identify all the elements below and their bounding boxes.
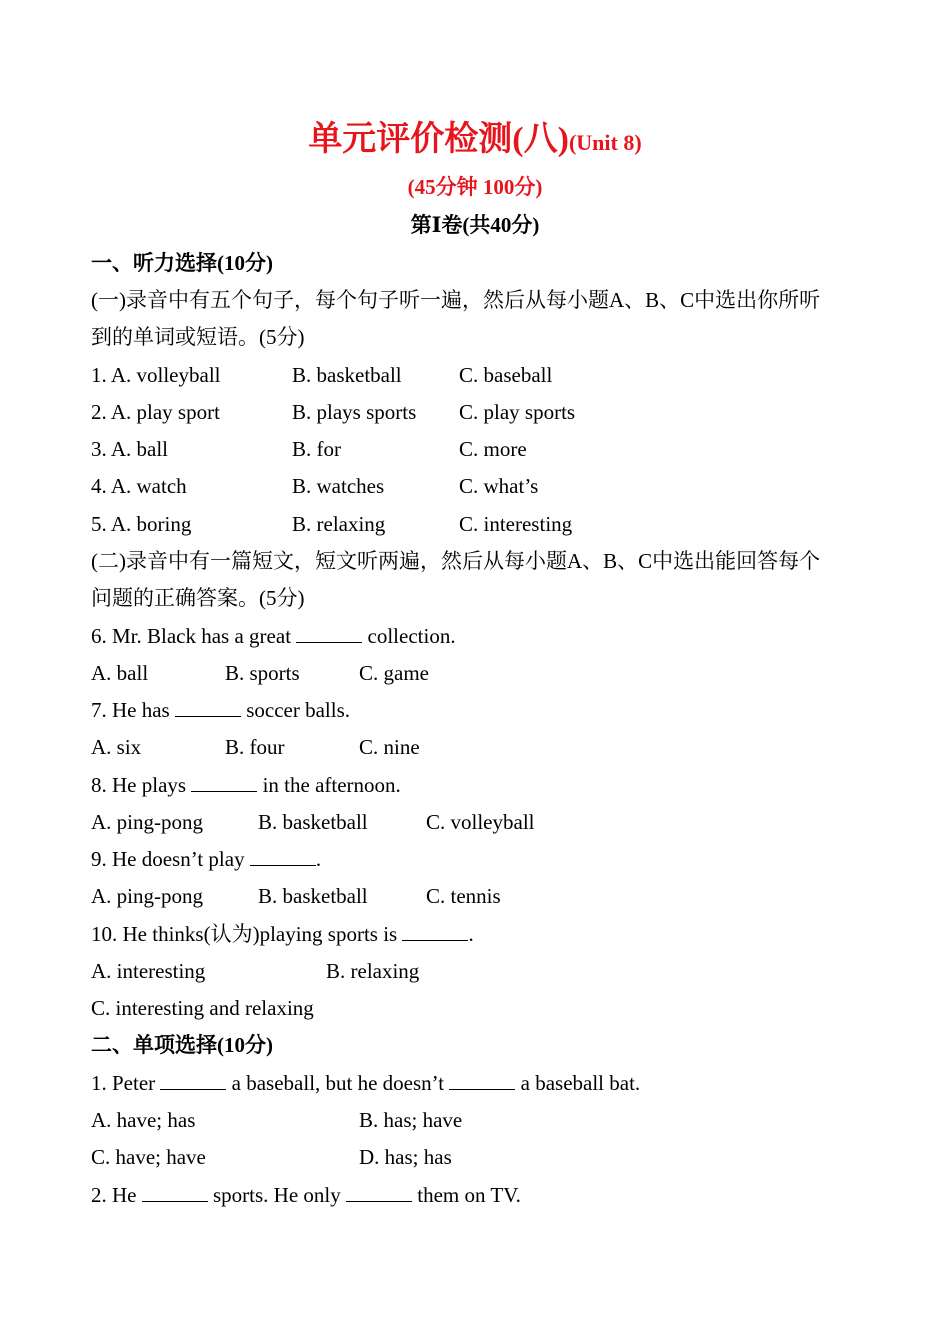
option-a: 3. A. ball xyxy=(91,437,168,461)
option-a: A. have; has xyxy=(91,1108,196,1132)
question-text: . xyxy=(468,922,474,946)
option-b: B. has; have xyxy=(359,1108,463,1132)
question-text: in the afternoon. xyxy=(257,773,401,797)
option-b: B. watches xyxy=(292,474,385,498)
option-a: 2. A. play sport xyxy=(91,400,220,424)
option-b: B. basketball xyxy=(258,810,368,834)
option-a: A. ping-pong xyxy=(91,884,203,908)
answer-blank xyxy=(402,922,468,941)
time-score: (45分钟 100分) xyxy=(407,175,543,199)
question-text: soccer balls. xyxy=(240,698,351,722)
option-b: B. relaxing xyxy=(326,959,420,983)
part2-instruction-1: (二)录音中有一篇短文，短文听两遍，然后从每小题A、B、C中选出能回答每个 xyxy=(91,549,821,573)
option-a: A. six xyxy=(91,735,142,759)
question-7 xyxy=(91,695,350,725)
answer-blank xyxy=(250,847,316,866)
answer-blank xyxy=(449,1071,515,1090)
question-text: sports. He only xyxy=(207,1183,346,1207)
answer-blank xyxy=(346,1183,412,1202)
question-text: a baseball bat. xyxy=(515,1071,641,1095)
question-9 xyxy=(91,844,321,874)
option-a: 1. A. volleyball xyxy=(91,363,221,387)
option-c: C. game xyxy=(359,661,429,685)
section1-heading: 一、听力选择(10分) xyxy=(91,251,273,275)
question-text: them on TV. xyxy=(412,1183,521,1207)
option-c: C. interesting xyxy=(459,512,573,536)
question-text: 6. Mr. Black has a great xyxy=(91,624,297,648)
part1-instruction-2: 到的单词或短语。(5分) xyxy=(91,325,305,349)
question-6 xyxy=(91,621,456,651)
question-text: 1. Peter xyxy=(91,1071,161,1095)
question-text: 9. He doesn’t play xyxy=(91,847,250,871)
mc-question-1 xyxy=(91,1068,640,1098)
question-text: 2. He xyxy=(91,1183,142,1207)
option-c: C. nine xyxy=(359,735,420,759)
option-d: D. has; has xyxy=(359,1145,452,1169)
question-text: 8. He plays xyxy=(91,773,192,797)
answer-blank xyxy=(142,1183,208,1202)
option-b: B. relaxing xyxy=(292,512,386,536)
part1-instruction-1: (一)录音中有五个句子，每个句子听一遍，然后从每小题A、B、C中选出你所听 xyxy=(91,288,821,312)
title-unit: (Unit 8) xyxy=(568,130,642,155)
question-text: 7. He has xyxy=(91,698,175,722)
answer-blank xyxy=(296,624,362,643)
question-text: a baseball, but he doesn’t xyxy=(226,1071,450,1095)
volume-heading: 第Ⅰ卷(共40分) xyxy=(410,213,540,237)
worksheet-title xyxy=(0,118,950,165)
question-text: 10. He thinks(认为)playing sports is xyxy=(91,922,403,946)
part2-instruction-2: 问题的正确答案。(5分) xyxy=(91,586,305,610)
option-b: B. basketball xyxy=(258,884,368,908)
option-b: B. plays sports xyxy=(292,400,417,424)
option-c: C. more xyxy=(459,437,527,461)
option-a: A. interesting xyxy=(91,959,206,983)
answer-blank xyxy=(160,1071,226,1090)
option-c: C. baseball xyxy=(459,363,553,387)
mc-question-2 xyxy=(91,1180,521,1210)
option-b: B. sports xyxy=(225,661,300,685)
section2-heading: 二、单项选择(10分) xyxy=(91,1033,273,1057)
option-c: C. tennis xyxy=(426,884,501,908)
question-text: . xyxy=(315,847,322,871)
option-c: C. what’s xyxy=(459,474,539,498)
question-8 xyxy=(91,770,401,800)
option-a: 5. A. boring xyxy=(91,512,192,536)
title-main: 单元评价检测(八) xyxy=(308,121,569,158)
answer-blank xyxy=(191,773,257,792)
option-a: A. ping-pong xyxy=(91,810,203,834)
answer-blank xyxy=(175,698,241,717)
option-c: C. interesting and relaxing xyxy=(91,996,314,1020)
option-a: A. ball xyxy=(91,661,149,685)
option-b: B. for xyxy=(292,437,341,461)
option-c: C. have; have xyxy=(91,1145,206,1169)
option-b: B. basketball xyxy=(292,363,402,387)
question-text: collection. xyxy=(362,624,456,648)
option-c: C. play sports xyxy=(459,400,576,424)
option-b: B. four xyxy=(225,735,285,759)
question-10 xyxy=(91,919,474,949)
option-a: 4. A. watch xyxy=(91,474,187,498)
option-c: C. volleyball xyxy=(426,810,535,834)
